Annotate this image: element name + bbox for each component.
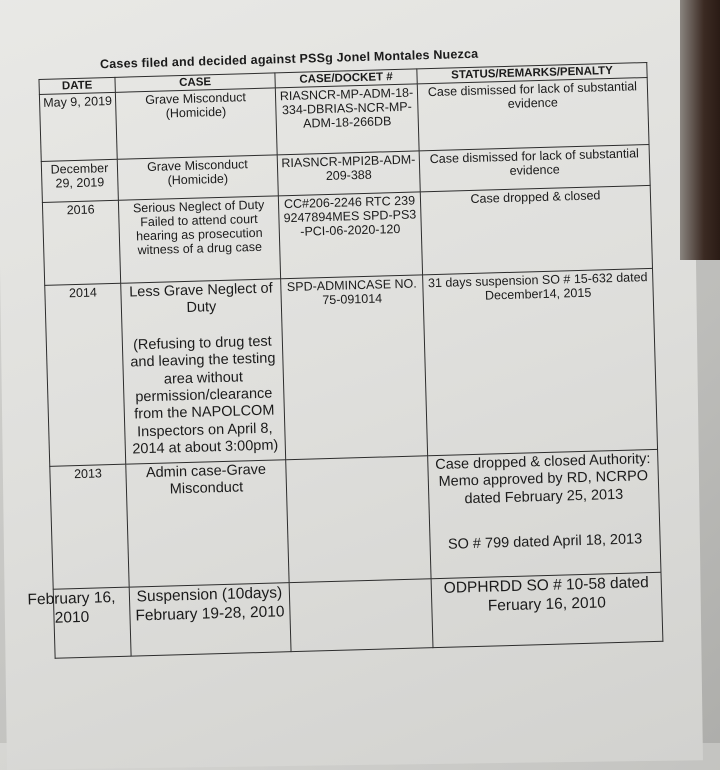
cell-status: Case dismissed for lack of substantial evidence bbox=[417, 78, 649, 151]
case-title: Serious Neglect of Duty bbox=[132, 197, 265, 216]
cell-date: December 29, 2019 bbox=[41, 159, 118, 202]
cell-status: Case dropped & closed bbox=[420, 186, 652, 275]
cell-case bbox=[118, 196, 280, 283]
cell-case: Grave Misconduct (Homicide) bbox=[117, 155, 278, 200]
status-text: Case dropped & closed Authority: Memo approved by RD, NCRPO dated February 25, 2013 bbox=[435, 451, 651, 508]
cell-docket bbox=[289, 579, 433, 652]
cell-status: ODPHRDD SO # 10-58 dated Feruary 16, 2010 bbox=[431, 572, 663, 647]
header-status: STATUS/REMARKS/PENALTY bbox=[417, 62, 647, 83]
cell-docket: SPD-ADMINCASE NO. 75-091014 bbox=[281, 275, 428, 460]
case-detail: (Refusing to drug test and leaving the testing area without permission/clearance from the NAPOLCOM Inspectors on April 8, 2014 at about 3:00pm) bbox=[130, 333, 279, 458]
table-row bbox=[50, 449, 661, 589]
cell-docket: CC#206-2246 RTC 2399247894MES SPD-PS3-PCI-06-2020-120 bbox=[278, 192, 422, 279]
cell-date bbox=[27, 587, 131, 658]
case-detail: Failed to attend court hearing as prosecution witness of a drug case bbox=[135, 211, 263, 258]
cell-date: 2016 bbox=[42, 200, 120, 285]
document-title: Cases filed and decided against PSSg Jonel Montales Nuezca bbox=[99, 46, 479, 72]
cell-date: 2014 bbox=[45, 283, 126, 466]
cell-case bbox=[121, 279, 286, 464]
status-extra: SO # 799 dated April 18, 2013 bbox=[447, 531, 643, 553]
cases-table bbox=[27, 62, 663, 659]
cell-docket: RIASNCR-MPI2B-ADM-209-388 bbox=[277, 151, 420, 196]
cell-status: Case dismissed for lack of substantial evidence bbox=[419, 145, 650, 192]
cell-status bbox=[428, 449, 661, 578]
cell-docket: RIASNCR-MP-ADM-18-334-DBRIAS-NCR-MP-ADM-18-266DB bbox=[275, 84, 419, 155]
cell-date: May 9, 2019 bbox=[39, 92, 117, 161]
cell-case: Suspension (10days) February 19-28, 2010 bbox=[129, 583, 291, 656]
header-docket: CASE/DOCKET # bbox=[275, 69, 417, 88]
cell-date: 2013 bbox=[50, 464, 129, 589]
header-date: DATE bbox=[39, 77, 115, 94]
date-text: February 16, 2010 bbox=[27, 589, 116, 627]
background-corner bbox=[680, 0, 720, 260]
table-row bbox=[45, 268, 658, 466]
cell-case: Admin case-Grave Misconduct bbox=[126, 460, 289, 587]
case-title: Less Grave Neglect of Duty bbox=[129, 280, 273, 317]
cell-status: 31 days suspension SO # 15-632 dated December14, 2015 bbox=[423, 268, 658, 455]
cell-case: Grave Misconduct (Homicide) bbox=[115, 88, 277, 159]
cell-docket bbox=[286, 456, 431, 583]
header-case: CASE bbox=[115, 73, 275, 93]
